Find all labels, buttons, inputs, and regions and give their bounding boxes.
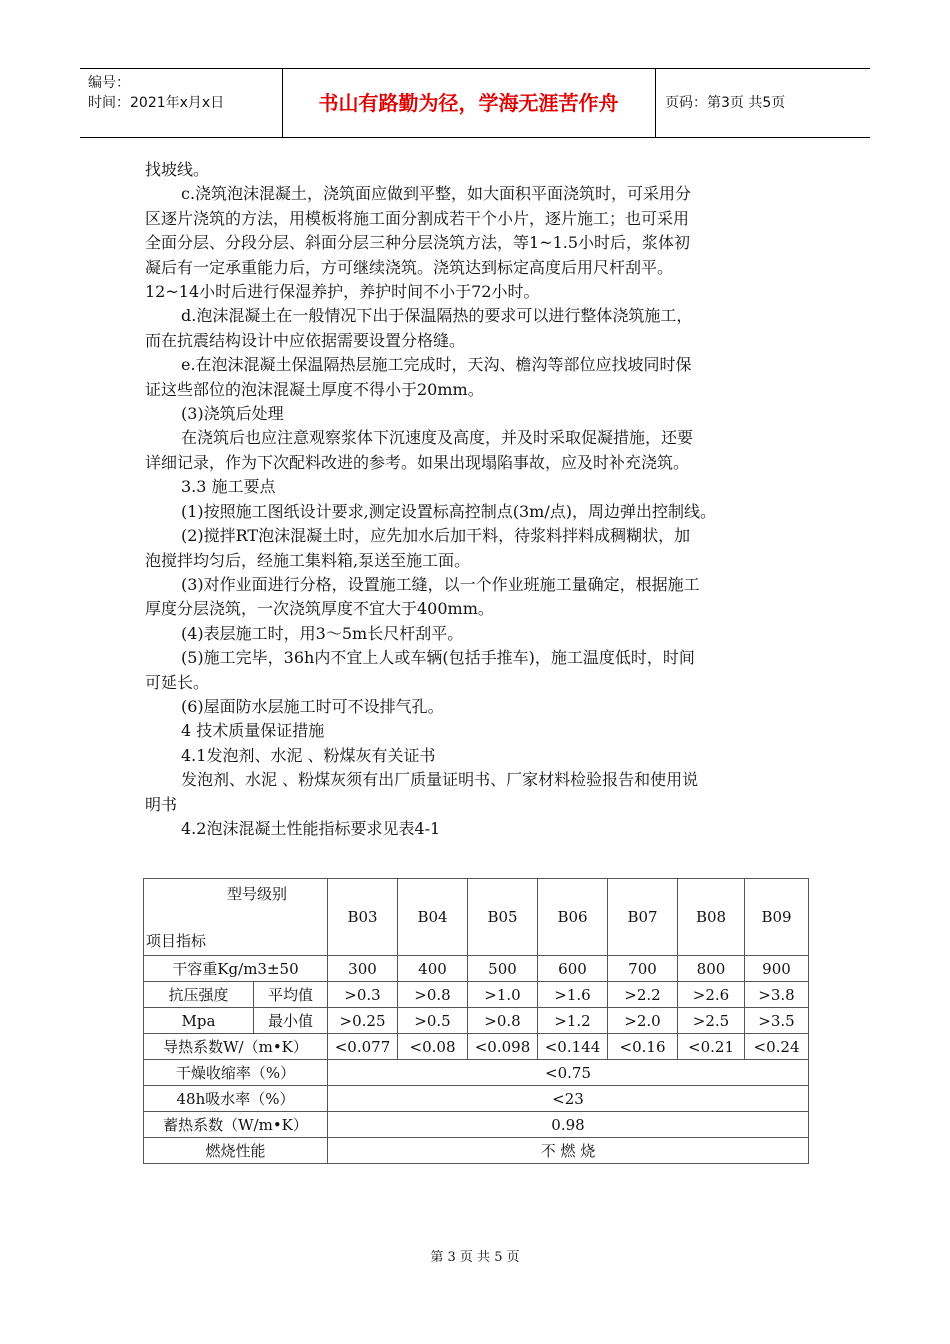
paragraph-line: (5)施工完毕，36h内不宜上人或车辆(包括手推车)，施工温度低时，时间 — [181, 648, 695, 668]
table-header-row — [144, 879, 809, 956]
grade-cell: B03 — [328, 879, 398, 956]
table-cell: >3.5 — [745, 1008, 809, 1034]
page-header — [80, 68, 870, 138]
paragraph-line: 4.2泡沫混凝土性能指标要求见表4-1 — [181, 818, 441, 838]
header-left — [88, 73, 278, 113]
paragraph-line: 证这些部位的泡沫混凝土厚度不得小于20mm。 — [145, 379, 484, 399]
table-row — [144, 982, 809, 1008]
table-cell: <0.144 — [538, 1034, 608, 1060]
date-label: 时间：2021年x月x日 — [88, 95, 225, 111]
sub-label: 平均值 — [254, 982, 328, 1008]
grade-cell: B07 — [608, 879, 678, 956]
table-row — [144, 1086, 809, 1112]
row-label: 导热系数W/（m•K） — [144, 1034, 328, 1060]
paragraph-line: 泡搅拌均匀后，经施工集料箱,泵送至施工面。 — [145, 550, 471, 570]
page-footer: 第 3 页 共 5 页 — [430, 1250, 520, 1265]
paragraph-line: 区逐片浇筑的方法，用模板将施工面分割成若干个小片，逐片施工；也可采用 — [145, 208, 690, 228]
paragraph-line: 4 技术质量保证措施 — [181, 721, 325, 741]
table-cell: >1.0 — [468, 982, 538, 1008]
table-cell: <0.077 — [328, 1034, 398, 1060]
table-cell: <0.098 — [468, 1034, 538, 1060]
paragraph-line: (6)屋面防水层施工时可不设排气孔。 — [181, 696, 444, 716]
table-cell: >1.6 — [538, 982, 608, 1008]
table-cell: <0.75 — [328, 1060, 809, 1086]
table-cell: >0.3 — [328, 982, 398, 1008]
header-divider — [655, 69, 656, 137]
grade-cell: B04 — [398, 879, 468, 956]
table-cell: >1.2 — [538, 1008, 608, 1034]
table-cell: <0.21 — [678, 1034, 745, 1060]
table-row — [144, 1138, 809, 1164]
document-body — [145, 158, 810, 841]
table-cell: 800 — [678, 956, 745, 982]
paragraph-line: (2)搅拌RT泡沫混凝土时，应先加水后加干料，待浆料拌料成稠糊状，加 — [181, 526, 691, 546]
grade-cell: B05 — [468, 879, 538, 956]
paragraph-line: 详细记录，作为下次配料改进的参考。如果出现塌陷事故，应及时补充浇筑。 — [145, 452, 690, 472]
table-cell: <0.24 — [745, 1034, 809, 1060]
table-row — [144, 1008, 809, 1034]
performance-table — [143, 878, 809, 1164]
paragraph-line: 4.1发泡剂、水泥 、粉煤灰有关证书 — [181, 745, 436, 765]
table-cell: 300 — [328, 956, 398, 982]
paragraph-line: 发泡剂、水泥 、粉煤灰须有出厂质量证明书、厂家材料检验报告和使用说 — [181, 770, 699, 790]
row-label: 抗压强度 — [144, 982, 254, 1008]
row-label: 蓄热系数（W/m•K） — [144, 1112, 328, 1138]
table-cell: 400 — [398, 956, 468, 982]
paragraph-line: e.在泡沫混凝土保温隔热层施工完成时，天沟、檐沟等部位应找坡同时保 — [181, 355, 692, 375]
header-motto: 书山有路勤为径，学海无涯苦作舟 — [318, 91, 619, 115]
table-cell: >0.25 — [328, 1008, 398, 1034]
paragraph-line: 12~14小时后进行保湿养护，养护时间不小于72小时。 — [145, 282, 540, 302]
table-cell: >0.8 — [398, 982, 468, 1008]
paragraph-line: 找坡线。 — [145, 160, 210, 179]
serial-label: 编号： — [88, 75, 130, 91]
grade-cell: B06 — [538, 879, 608, 956]
grade-cell: B08 — [678, 879, 745, 956]
paragraph-line: (1)按照施工图纸设计要求,测定设置标高控制点(3m/点)，周边弹出控制线。 — [181, 501, 716, 521]
paragraph-line: c.浇筑泡沫混凝土，浇筑面应做到平整，如大面积平面浇筑时，可采用分 — [181, 184, 692, 204]
row-label: 48h吸水率（%） — [144, 1086, 328, 1112]
paragraph-line: 凝后有一定承重能力后，方可继续浇筑。浇筑达到标定高度后用尺杆刮平。 — [145, 257, 674, 277]
table-cell: 不 燃 烧 — [328, 1138, 809, 1164]
paragraph-line: 而在抗震结构设计中应依据需要设置分格缝。 — [145, 330, 466, 350]
paragraph-line: 可延长。 — [145, 672, 210, 692]
table-cell: >2.2 — [608, 982, 678, 1008]
table-cell: <0.08 — [398, 1034, 468, 1060]
paragraph-line: (4)表层施工时，用3～5m长尺杆刮平。 — [181, 623, 464, 643]
table-cell: >2.6 — [678, 982, 745, 1008]
table-row — [144, 1060, 809, 1086]
row-label: 干燥收缩率（%） — [144, 1060, 328, 1086]
row-label: Mpa — [144, 1008, 254, 1034]
table-cell: <23 — [328, 1086, 809, 1112]
table-cell: 900 — [745, 956, 809, 982]
table-cell: >0.5 — [398, 1008, 468, 1034]
table-cell: 700 — [608, 956, 678, 982]
paragraph-line: (3)对作业面进行分格，设置施工缝，以一个作业班施工量确定，根据施工 — [181, 574, 700, 594]
table-cell: 600 — [538, 956, 608, 982]
grade-cell: B09 — [745, 879, 809, 956]
table-row — [144, 1112, 809, 1138]
table-cell: >2.5 — [678, 1008, 745, 1034]
corner-top-label: 型号级别 — [226, 885, 287, 903]
table-cell: 0.98 — [328, 1112, 809, 1138]
table-cell: >3.8 — [745, 982, 809, 1008]
table-corner-cell — [144, 879, 328, 956]
paragraph-line: 全面分层、分段分层、斜面分层三种分层浇筑方法，等1~1.5小时后，浆体初 — [145, 233, 691, 253]
paragraph-line: 在浇筑后也应注意观察浆体下沉速度及高度，并及时采取促凝措施，还要 — [181, 428, 694, 448]
header-page-number: 页码：第3页 共5页 — [665, 95, 786, 111]
table-row — [144, 956, 809, 982]
table-cell: 500 — [468, 956, 538, 982]
corner-bottom-label: 项目指标 — [146, 932, 207, 950]
paragraph-line: 3.3 施工要点 — [181, 477, 276, 497]
paragraph-line: (3)浇筑后处理 — [181, 404, 284, 424]
table-cell: >0.8 — [468, 1008, 538, 1034]
paragraph-line: 明书 — [145, 794, 178, 814]
row-label: 燃烧性能 — [144, 1138, 328, 1164]
paragraph-line: d.泡沫混凝土在一般情况下出于保温隔热的要求可以进行整体浇筑施工， — [181, 306, 693, 326]
row-label: 干容重Kg/m3±50 — [144, 956, 328, 982]
table-cell: >2.0 — [608, 1008, 678, 1034]
table-row — [144, 1034, 809, 1060]
sub-label: 最小值 — [254, 1008, 328, 1034]
table-cell: <0.16 — [608, 1034, 678, 1060]
paragraph-line: 厚度分层浇筑，一次浇筑厚度不宜大于400mm。 — [145, 599, 494, 619]
